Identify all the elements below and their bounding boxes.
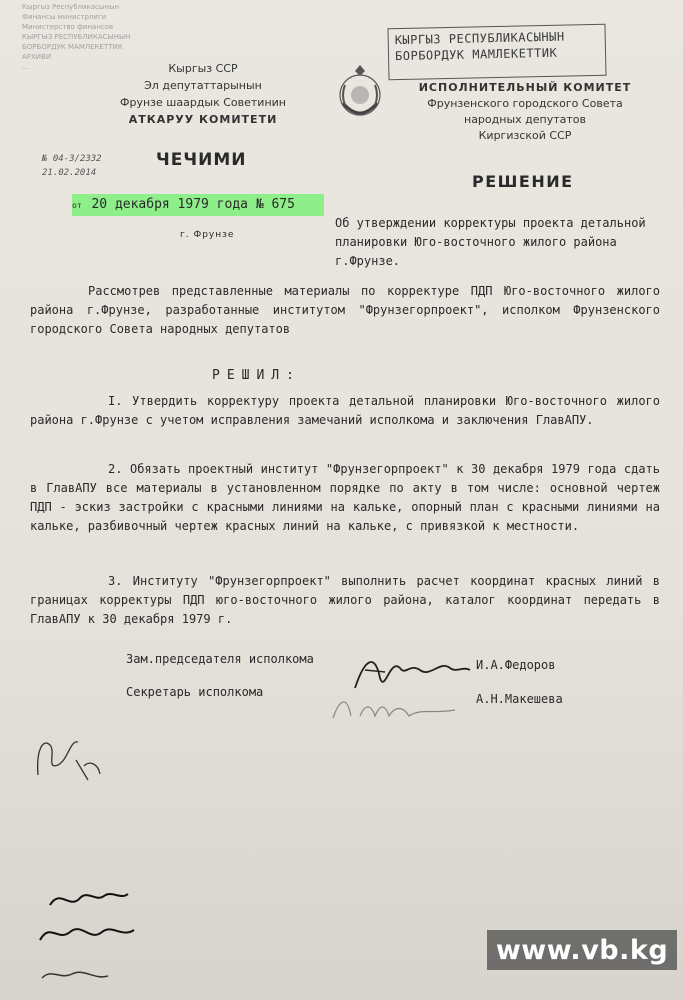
archive-box-stamp [387,24,606,81]
header-right-line: народных депутатов [464,113,586,126]
deputy-name: И.А.Федоров [476,658,556,672]
decided-heading: РЕШИЛ: [212,368,301,383]
box-stamp-line: БОРБОРДУК МАМЛЕКЕТТИК [394,45,558,64]
header-left-line: Кыргыз ССР [168,62,238,75]
header-right-line: Киргизской ССР [478,129,572,142]
header-left-line: Фрунзе шаардык Советинин [120,96,286,109]
secretary-signature [325,690,465,725]
preamble-paragraph: Рассмотрев представленные материалы по корректуре ПДП Юго-восточного жилого района г.Фрунзе, разработанные институтом "Фрунзегорпроект", исполком Фрунзенского городского Совета народных депутатов [30,284,660,336]
corner-stamp-line: АРХИВИ [22,53,52,61]
header-left-line: АТКАРУУ КОМИТЕТИ [128,113,278,126]
header-right-line: ИСПОЛНИТЕЛЬНЫЙ КОМИТЕТ [418,81,632,94]
point-2: 2. Обязать проектный институт "Фрунзегорпроект" к 30 декабря 1979 года сдать в ГлавАПУ все материалы в установленном порядке по акту в том числе: основной чертеж ПДП - эскиз застройки с красными линиями на кальке, опорный план с красными линиями на кальке, разбивочный чертеж красных линий на кальке, с привязкой к местности. [30,462,660,533]
corner-stamp-line: БОРБОРДУК МАМЛЕКЕТТИК [22,43,123,51]
header-right-line: Фрунзенского городского Совета [427,97,623,110]
corner-stamp-line: ... [22,63,29,71]
site-watermark: www.vb.kg [487,930,677,970]
point-1: I. Утвердить корректуру проекта детальной планировки Юго-восточного жилого района г.Фрунзе с учетом исправления замечаний исполкома и заключения ГлавАПУ. [30,394,660,427]
title-russian: РЕШЕНИЕ [472,172,574,191]
title-kyrgyz: ЧЕЧИМИ [156,150,247,170]
corner-stamp-line: Кыргыз Республикасынын [22,3,120,11]
secretary-name: А.Н.Макешева [476,692,563,706]
header-left-line: Эл депутаттарынын [144,79,262,92]
box-stamp-line: КЫРГЫЗ РЕСПУБЛИКАСЫНЫН [394,29,565,48]
deputy-title: Зам.председателя исполкома [126,652,314,666]
registration-stamp [42,152,152,180]
city-label: г. Фрунзе [180,230,235,240]
registration-date: 21.02.2014 [42,168,97,178]
secretary-title: Секретарь исполкома [126,685,264,699]
date-prefix: от [72,201,82,210]
corner-stamp-line: Финансы министрлиги [22,13,107,21]
state-emblem-icon [335,65,385,123]
corner-stamp-line: Министерство финансов [22,23,114,31]
corner-stamp-line: КЫРГЫЗ РЕСПУБЛИКАСЫНЫН [22,33,131,41]
decision-subject: Об утверждении корректуры проекта детальной планировки Юго-восточного жилого района г.Фрунзе. [335,216,646,268]
margin-handwriting [28,730,108,790]
header-right-russian [405,80,645,144]
margin-signatures [30,880,140,990]
point-3: 3. Институту "Фрунзегорпроект" выполнить расчет координат красных линий в границах корректуры ПДП юго-восточного жилого района, каталог координат передать в ГлавАПУ к 30 декабря 1979 г. [30,574,660,626]
decision-date-highlight [72,194,324,216]
decision-date: 20 декабря 1979 года № 675 [91,197,295,212]
registration-number: № 04-3/2332 [42,154,102,164]
header-left-kyrgyz [88,60,318,128]
